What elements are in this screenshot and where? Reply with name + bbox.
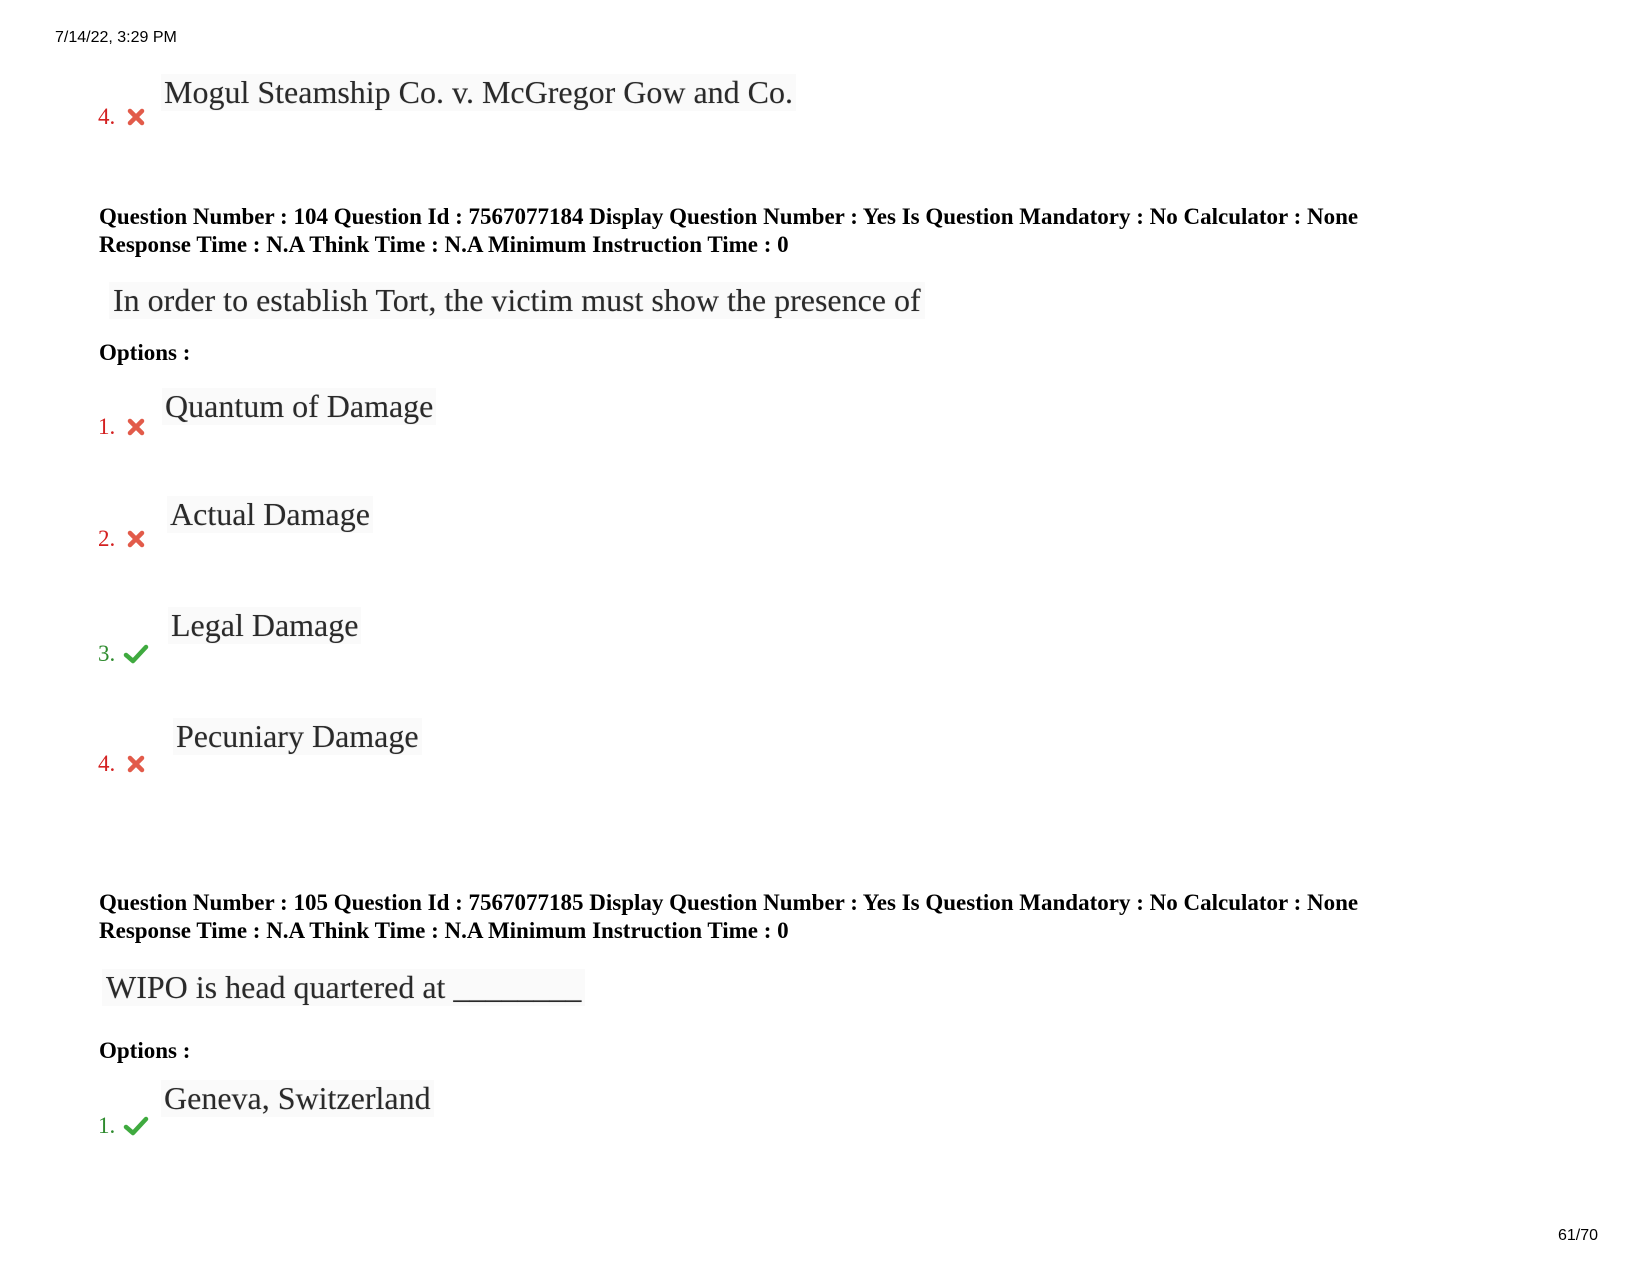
question-text: In order to establish Tort, the victim must show the presence of xyxy=(109,282,925,319)
option-text: Quantum of Damage xyxy=(162,388,436,425)
cross-icon xyxy=(125,106,147,128)
cross-icon xyxy=(125,416,147,438)
print-timestamp: 7/14/22, 3:29 PM xyxy=(55,29,177,46)
check-icon xyxy=(123,643,149,665)
options-label: Options : xyxy=(99,1038,191,1063)
question-text: WIPO is head quartered at ________ xyxy=(102,969,585,1006)
option-number: 3. xyxy=(98,641,116,666)
options-label: Options : xyxy=(99,340,191,365)
option-number: 2. xyxy=(98,526,116,551)
option-number: 4. xyxy=(98,751,116,776)
option-number: 1. xyxy=(98,414,116,439)
cross-icon xyxy=(125,528,147,550)
question-meta-line1: Question Number : 105 Question Id : 7567077185 Display Question Number : Yes Is Question Mandatory : No Calculator : None xyxy=(99,890,1359,915)
question-meta-line2: Response Time : N.A Think Time : N.A Minimum Instruction Time : 0 xyxy=(99,232,789,257)
question-meta-line1: Question Number : 104 Question Id : 7567077184 Display Question Number : Yes Is Question Mandatory : No Calculator : None xyxy=(99,204,1359,229)
check-icon xyxy=(123,1115,149,1137)
question-meta-line2: Response Time : N.A Think Time : N.A Minimum Instruction Time : 0 xyxy=(99,918,789,943)
option-number: 1. xyxy=(98,1113,116,1138)
option-text: Pecuniary Damage xyxy=(173,718,422,755)
page-number: 61/70 xyxy=(1558,1227,1599,1244)
option-text: Legal Damage xyxy=(168,607,361,644)
option-text: Actual Damage xyxy=(167,496,373,533)
option-text: Mogul Steamship Co. v. McGregor Gow and Co. xyxy=(161,74,796,111)
option-text: Geneva, Switzerland xyxy=(161,1080,434,1117)
option-number: 4. xyxy=(98,104,116,129)
cross-icon xyxy=(125,753,147,775)
